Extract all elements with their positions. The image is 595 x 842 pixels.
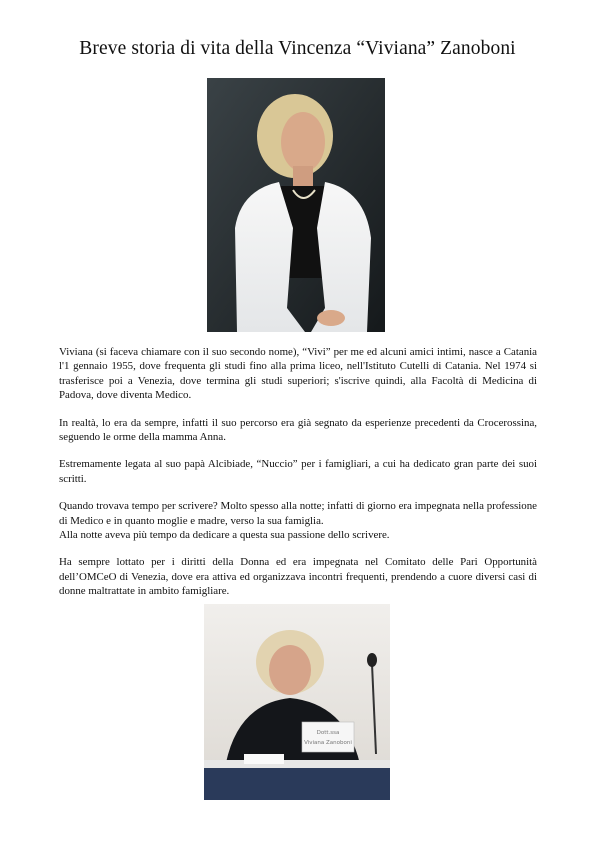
paragraph-5: Ha sempre lottato per i diritti della Donna ed era impegnata nel Comitato delle Pari Opportunità dell’OMCeO di Venezia, dove era attiva ed organizzava incontri frequenti, prendendo a cuore diversi casi di donne maltrattate in ambito famigliare. — [59, 556, 537, 598]
photo-conference-icon — [204, 604, 390, 800]
paragraph-3: Estremamente legata al suo papà Alcibiade, “Nuccio” per i famigliari, a cui ha dedicato gran parte dei suoi scritti. — [59, 458, 537, 485]
paragraph-1: Viviana (si faceva chiamare con il suo secondo nome), “Vivi” per me ed alcuni amici intimi, nasce a Catania l'1 gennaio 1955, dove frequenta gli studi fino alla prima liceo, nell'Istituto Cutelli di Catania. Nel 1974 si trasferisce poi a Venezia, dove termina gli studi superiori; s'iscrive quindi, alla Facoltà di Medicina di Padova, dove diventa Medico. — [59, 346, 537, 402]
paragraph-4-line-1: Quando trovava tempo per scrivere? Molto spesso alla notte; infatti di giorno era impegnata nella professione di Medico e in quanto moglie e madre, verso la sua famiglia. — [59, 500, 537, 527]
nameplate-line-2: Viviana Zanoboni — [304, 740, 352, 746]
paragraph-4 — [59, 499, 537, 542]
portrait-photo — [207, 78, 385, 332]
photo-portrait-icon — [207, 78, 385, 332]
conference-photo — [204, 604, 390, 800]
paragraph-4-line-2: Alla notte aveva più tempo da dedicare a questa sua passione dello scrivere. — [59, 529, 390, 542]
body-text — [59, 345, 537, 612]
paragraph-2: In realtà, lo era da sempre, infatti il suo percorso era già segnato da esperienze precedenti da Crocerossina, seguendo le orme della mamma Anna. — [59, 416, 537, 444]
nameplate-line-1: Dott.ssa — [316, 730, 340, 736]
page-title: Breve storia di vita della Vincenza “Viviana” Zanoboni — [79, 38, 516, 59]
